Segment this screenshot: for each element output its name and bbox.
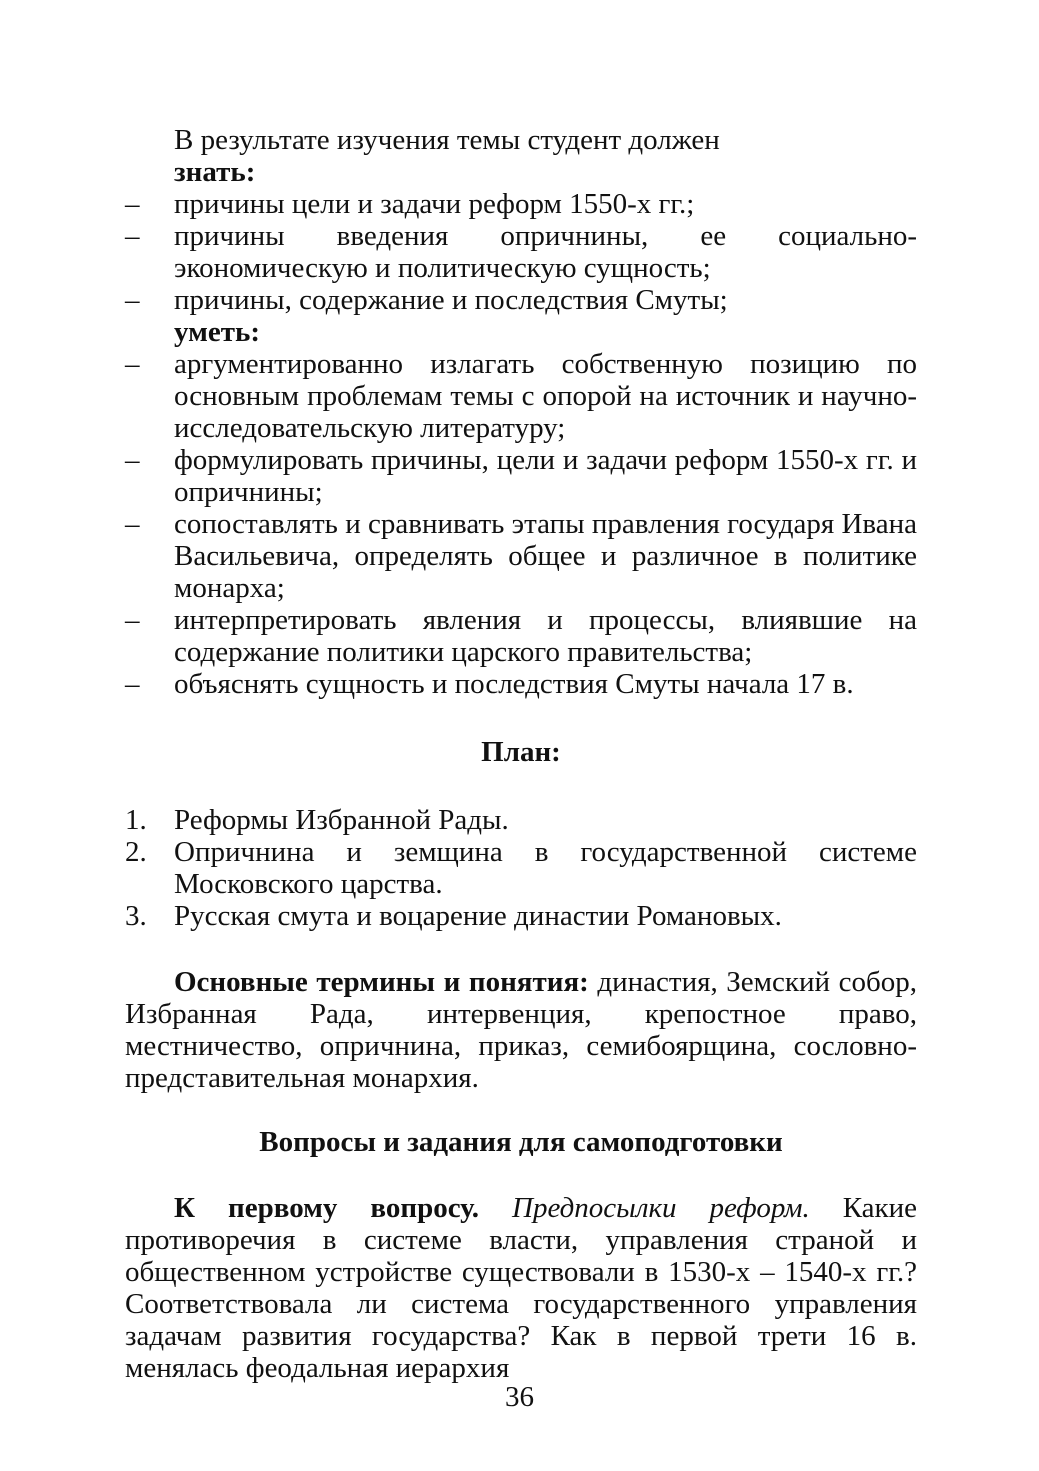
questions-heading: Вопросы и задания для самоподготовки bbox=[259, 1126, 783, 1158]
question-1-label: К первому вопросу. bbox=[174, 1192, 480, 1224]
know-item-text: причины, содержание и последствия Смуты; bbox=[174, 284, 728, 316]
page-number: 36 bbox=[505, 1381, 534, 1413]
know-item bbox=[125, 188, 917, 220]
know-item bbox=[125, 220, 917, 284]
list-dash: – bbox=[125, 348, 140, 380]
terms-label: Основные термины и понятия: bbox=[174, 966, 589, 998]
can-item bbox=[125, 444, 917, 508]
list-dash: – bbox=[125, 604, 140, 636]
page-content bbox=[125, 124, 917, 1384]
list-dash: – bbox=[125, 444, 140, 476]
terms-paragraph bbox=[125, 966, 917, 1094]
can-item bbox=[125, 348, 917, 444]
know-item bbox=[125, 284, 917, 316]
list-dash: – bbox=[125, 220, 140, 252]
plan-item bbox=[125, 804, 917, 836]
know-item-text: причины введения опричнины, ее социально-экономическую и политическую сущность; bbox=[174, 220, 917, 284]
plan-item bbox=[125, 900, 917, 932]
list-dash: – bbox=[125, 508, 140, 540]
can-item bbox=[125, 604, 917, 668]
can-item-text: формулировать причины, цели и задачи реформ 1550-х гг. и опричнины; bbox=[174, 444, 917, 508]
list-dash: – bbox=[125, 284, 140, 316]
can-item bbox=[125, 668, 917, 700]
can-item-text: объяснять сущность и последствия Смуты начала 17 в. bbox=[174, 668, 854, 700]
list-dash: – bbox=[125, 188, 140, 220]
plan-item-text: Опричнина и земщина в государственной системе Московского царства. bbox=[174, 836, 917, 900]
can-item-text: интерпретировать явления и процессы, влиявшие на содержание политики царского правительства; bbox=[174, 604, 917, 668]
plan-item bbox=[125, 836, 917, 900]
plan-number: 2. bbox=[125, 836, 147, 868]
question-1-paragraph bbox=[125, 1192, 917, 1384]
can-label: уметь: bbox=[174, 316, 260, 348]
plan-item-text: Реформы Избранной Рады. bbox=[174, 804, 509, 836]
can-item-text: сопоставлять и сравнивать этапы правления государя Ивана Васильевича, определять общее и различное в политике монарха; bbox=[174, 508, 917, 604]
intro-text: В результате изучения темы студент должен bbox=[174, 124, 720, 156]
know-item-text: причины цели и задачи реформ 1550-х гг.; bbox=[174, 188, 695, 220]
plan-number: 1. bbox=[125, 804, 147, 836]
can-item bbox=[125, 508, 917, 604]
list-dash: – bbox=[125, 668, 140, 700]
know-label: знать: bbox=[174, 156, 256, 188]
question-1-text: Какие противоречия в системе власти, управления страной и общественном устройстве существовали в 1530-х – 1540-х гг.? Соответствовала ли система государственного управления задачам развития государства? Как в первой трети 16 в. менялась феодальная иерархия bbox=[125, 1192, 918, 1384]
question-1-topic: Предпосылки реформ. bbox=[512, 1192, 810, 1224]
plan-number: 3. bbox=[125, 900, 147, 932]
can-item-text: аргументированно излагать собственную позицию по основным проблемам темы с опорой на источник и научно-исследовательскую литературу; bbox=[174, 348, 917, 444]
plan-item-text: Русская смута и воцарение династии Романовых. bbox=[174, 900, 782, 932]
terms-text: династия, Земский собор, Избранная Рада, интервенция, крепостное право, местничество, опричнина, приказ, семибоярщина, сословно-представительная монархия. bbox=[125, 966, 917, 1094]
plan-heading: План: bbox=[481, 736, 561, 768]
